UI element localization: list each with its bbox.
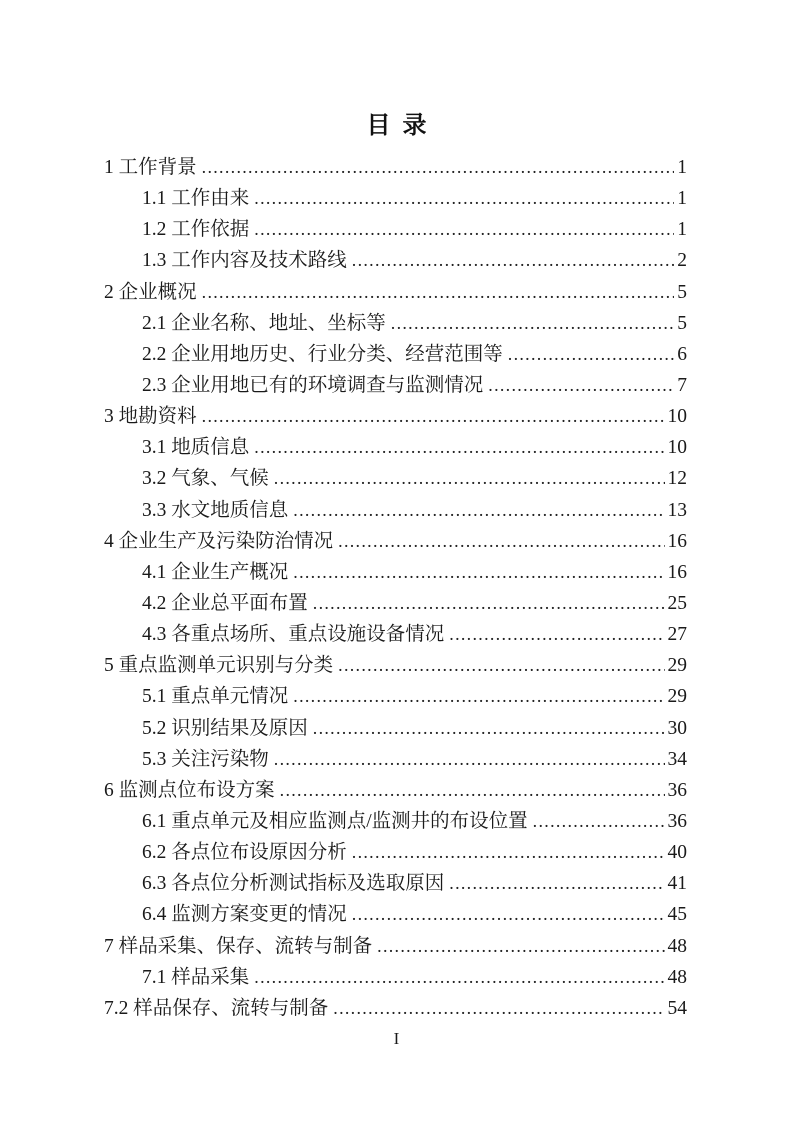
toc-entry-page-number: 10 xyxy=(667,437,687,459)
toc-entry-label: 5.2 识别结果及原因 xyxy=(142,717,308,739)
toc-dot-leader xyxy=(254,432,664,463)
toc-entry xyxy=(104,681,687,712)
toc-dot-leader xyxy=(254,214,674,245)
toc-entry-label: 6.1 重点单元及相应监测点/监测井的布设位置 xyxy=(142,810,528,832)
toc-entry xyxy=(104,432,687,463)
footer-page-number: I xyxy=(393,1029,400,1048)
toc-entry xyxy=(104,495,687,526)
toc-entry-page-number: 34 xyxy=(667,748,687,770)
toc-dot-leader xyxy=(338,526,664,557)
toc-entry xyxy=(104,526,687,557)
toc-entry-page-number: 36 xyxy=(667,779,687,801)
toc-entry-label: 3.1 地质信息 xyxy=(142,437,250,459)
toc-dot-leader xyxy=(202,401,665,432)
toc-entry-page-number: 1 xyxy=(677,219,687,241)
toc-entry xyxy=(104,837,687,868)
toc-entry xyxy=(104,868,687,899)
toc-entry-page-number: 5 xyxy=(677,281,687,303)
toc-entry xyxy=(104,308,687,339)
toc-entry-page-number: 10 xyxy=(667,406,687,428)
toc-entry xyxy=(104,744,687,775)
toc-entry xyxy=(104,401,687,432)
toc-entry-page-number: 41 xyxy=(667,873,687,895)
toc-entry-label: 3.2 气象、气候 xyxy=(142,468,269,490)
toc-entry xyxy=(104,339,687,370)
toc-dot-leader xyxy=(508,339,674,370)
toc-entry-page-number: 25 xyxy=(667,592,687,614)
toc-entry xyxy=(104,152,687,183)
toc-dot-leader xyxy=(293,495,664,526)
toc-dot-leader xyxy=(352,899,665,930)
toc-dot-leader xyxy=(533,806,665,837)
toc-entry-page-number: 48 xyxy=(667,935,687,957)
toc-entry-label: 7.1 样品采集 xyxy=(142,966,250,988)
toc-entry-label: 6.4 监测方案变更的情况 xyxy=(142,904,347,926)
toc-dot-leader xyxy=(352,245,674,276)
toc-entry-label: 3 地勘资料 xyxy=(104,406,197,428)
toc-entry-page-number: 48 xyxy=(667,966,687,988)
toc-entry-label: 5.3 关注污染物 xyxy=(142,748,269,770)
toc-entry xyxy=(104,370,687,401)
toc-entry-page-number: 7 xyxy=(677,374,687,396)
toc-entry-page-number: 45 xyxy=(667,904,687,926)
toc-dot-leader xyxy=(313,588,665,619)
toc-dot-leader xyxy=(391,308,674,339)
toc-entry-label: 7.2 样品保存、流转与制备 xyxy=(104,997,329,1019)
toc-entry-label: 3.3 水文地质信息 xyxy=(142,499,289,521)
toc-entry xyxy=(104,245,687,276)
toc-dot-leader xyxy=(274,463,665,494)
toc-entry xyxy=(104,650,687,681)
toc-entry-label: 6 监测点位布设方案 xyxy=(104,779,275,801)
toc-entry-page-number: 5 xyxy=(677,312,687,334)
toc-dot-leader xyxy=(377,931,664,962)
toc-dot-leader xyxy=(333,993,664,1024)
toc-entry-page-number: 36 xyxy=(667,810,687,832)
toc-entry-label: 1.2 工作依据 xyxy=(142,219,250,241)
toc-entry xyxy=(104,619,687,650)
toc-entry-label: 1 工作背景 xyxy=(104,157,197,178)
toc-entry-label: 4.2 企业总平面布置 xyxy=(142,592,308,614)
toc-entry xyxy=(104,588,687,619)
page-title: 目 录 xyxy=(366,113,427,139)
toc-entry-label: 2 企业概况 xyxy=(104,281,197,303)
toc-dot-leader xyxy=(338,650,664,681)
toc-dot-leader xyxy=(202,152,675,183)
toc-entry-page-number: 29 xyxy=(667,686,687,708)
toc-entry-label: 2.1 企业名称、地址、坐标等 xyxy=(142,312,386,334)
toc-entry xyxy=(104,214,687,245)
toc-entry xyxy=(104,931,687,962)
toc-entry xyxy=(104,713,687,744)
toc-entry-label: 4.3 各重点场所、重点设施设备情况 xyxy=(142,624,445,646)
toc-entry-label: 5 重点监测单元识别与分类 xyxy=(104,655,334,677)
toc-entry-page-number: 6 xyxy=(677,343,687,365)
toc-entry xyxy=(104,806,687,837)
toc-entry-page-number: 16 xyxy=(667,530,687,552)
toc-entry-page-number: 29 xyxy=(667,655,687,677)
toc-entry-label: 6.2 各点位布设原因分析 xyxy=(142,842,347,864)
toc-entry-label: 1.1 工作由来 xyxy=(142,188,250,210)
toc-entry-page-number: 16 xyxy=(667,561,687,583)
toc-dot-leader xyxy=(202,277,675,308)
toc-entry xyxy=(104,277,687,308)
toc-entry-page-number: 40 xyxy=(667,842,687,864)
toc-entry-label: 2.2 企业用地历史、行业分类、经营范围等 xyxy=(142,343,503,365)
toc-dot-leader xyxy=(280,775,665,806)
toc-entry xyxy=(104,962,687,993)
toc-entry-page-number: 30 xyxy=(667,717,687,739)
toc-dot-leader xyxy=(293,557,664,588)
toc-entry xyxy=(104,993,687,1024)
toc-entry-label: 6.3 各点位分析测试指标及选取原因 xyxy=(142,873,445,895)
toc-entry xyxy=(104,899,687,930)
toc-entry-label: 1.3 工作内容及技术路线 xyxy=(142,250,347,272)
toc-entry-page-number: 12 xyxy=(667,468,687,490)
toc-entry xyxy=(104,775,687,806)
toc-entry-label: 5.1 重点单元情况 xyxy=(142,686,289,708)
toc-entry-label: 2.3 企业用地已有的环境调查与监测情况 xyxy=(142,374,484,396)
toc-entry-page-number: 27 xyxy=(667,624,687,646)
toc-entry-label: 7 样品采集、保存、流转与制备 xyxy=(104,935,373,957)
toc-dot-leader xyxy=(274,744,665,775)
toc-entry xyxy=(104,183,687,214)
toc-dot-leader xyxy=(488,370,674,401)
toc-entry-label: 4.1 企业生产概况 xyxy=(142,561,289,583)
toc-entry-page-number: 1 xyxy=(677,157,687,178)
toc-list xyxy=(104,152,687,1024)
toc-entry-page-number: 54 xyxy=(667,997,687,1019)
toc-dot-leader xyxy=(293,681,664,712)
toc-entry-page-number: 13 xyxy=(667,499,687,521)
toc-dot-leader xyxy=(352,837,665,868)
toc-entry-page-number: 2 xyxy=(677,250,687,272)
toc-entry xyxy=(104,557,687,588)
toc-entry xyxy=(104,463,687,494)
toc-entry-label: 4 企业生产及污染防治情况 xyxy=(104,530,334,552)
toc-dot-leader xyxy=(313,713,665,744)
toc-dot-leader xyxy=(254,962,664,993)
toc-dot-leader xyxy=(254,183,674,214)
toc-entry-page-number: 1 xyxy=(677,188,687,210)
toc-dot-leader xyxy=(449,619,664,650)
toc-dot-leader xyxy=(449,868,664,899)
